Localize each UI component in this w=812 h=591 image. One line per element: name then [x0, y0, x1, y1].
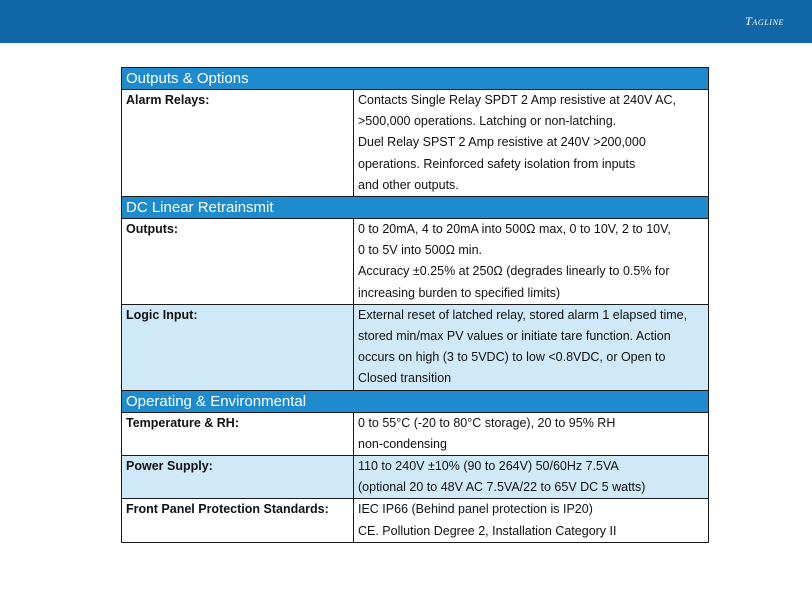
spec-value — [354, 456, 709, 499]
spec-value — [354, 499, 709, 542]
spec-label: Power Supply: — [122, 456, 354, 499]
spec-label: Outputs: — [122, 219, 354, 305]
spec-value-line: 110 to 240V ±10% (90 to 264V) 50/60Hz 7.5VA — [358, 459, 619, 474]
spec-table — [121, 67, 709, 543]
spec-value-line: stored min/max PV values or initiate tare function. Action — [358, 329, 671, 344]
spec-label: Temperature & RH: — [122, 412, 354, 455]
spec-row-outputs — [122, 219, 709, 305]
spec-value-line: 0 to 20mA, 4 to 20mA into 500Ω max, 0 to 10V, 2 to 10V, — [358, 222, 671, 237]
header-bar — [0, 0, 812, 43]
spec-label: Front Panel Protection Standards: — [122, 499, 354, 542]
tagline: Tagline — [745, 14, 784, 28]
spec-value-line: 0 to 55°C (-20 to 80°C storage), 20 to 95% RH — [358, 415, 616, 430]
spec-value — [354, 412, 709, 455]
spec-value-line: Contacts Single Relay SPDT 2 Amp resistive at 240V AC, — [358, 93, 676, 107]
section-title: DC Linear Retrainsmit — [122, 197, 709, 219]
spec-value-line: IEC IP66 (Behind panel protection is IP20) — [358, 502, 593, 517]
spec-value-line: increasing burden to specified limits) — [358, 285, 561, 300]
spec-label: Alarm Relays: — [122, 90, 354, 197]
spec-row-temperature-rh — [122, 412, 709, 455]
spec-value-line: and other outputs. — [358, 177, 459, 192]
spec-value — [354, 219, 709, 305]
spec-value-line: Accuracy ±0.25% at 250Ω (degrades linearly to 0.5% for — [358, 264, 670, 279]
spec-value-line: >500,000 operations. Latching or non-latching. — [358, 114, 617, 129]
spec-row-alarm-relays — [122, 90, 709, 197]
spec-row-logic-input — [122, 304, 709, 390]
section-title: Operating & Environmental — [122, 390, 709, 412]
spec-row-front-panel-protection — [122, 499, 709, 542]
spec-row-power-supply — [122, 456, 709, 499]
spec-value — [354, 304, 709, 390]
spec-value-line: operations. Reinforced safety isolation from inputs — [358, 156, 636, 171]
section-header-operating-environmental — [122, 390, 709, 412]
spec-value-line: External reset of latched relay, stored alarm 1 elapsed time, — [358, 307, 688, 322]
spec-value-line: occurs on high (3 to 5VDC) to low <0.8VDC, or Open to — [358, 350, 666, 365]
section-header-outputs-options — [122, 68, 709, 90]
spec-value-line: CE. Pollution Degree 2, Installation Category II — [358, 523, 617, 538]
spec-label: Logic Input: — [122, 304, 354, 390]
section-title: Outputs & Options — [122, 68, 709, 90]
section-header-dc-linear-retransmit — [122, 197, 709, 219]
spec-value-line: Duel Relay SPST 2 Amp resistive at 240V >200,000 — [358, 135, 646, 150]
spec-value-line: (optional 20 to 48V AC 7.5VA/22 to 65V DC 5 watts) — [358, 480, 646, 495]
spec-value-line: Closed transition — [358, 371, 452, 386]
spec-value-line: non-condensing — [358, 436, 447, 451]
spec-value — [354, 90, 709, 197]
spec-value-line: 0 to 5V into 500Ω min. — [358, 243, 482, 258]
